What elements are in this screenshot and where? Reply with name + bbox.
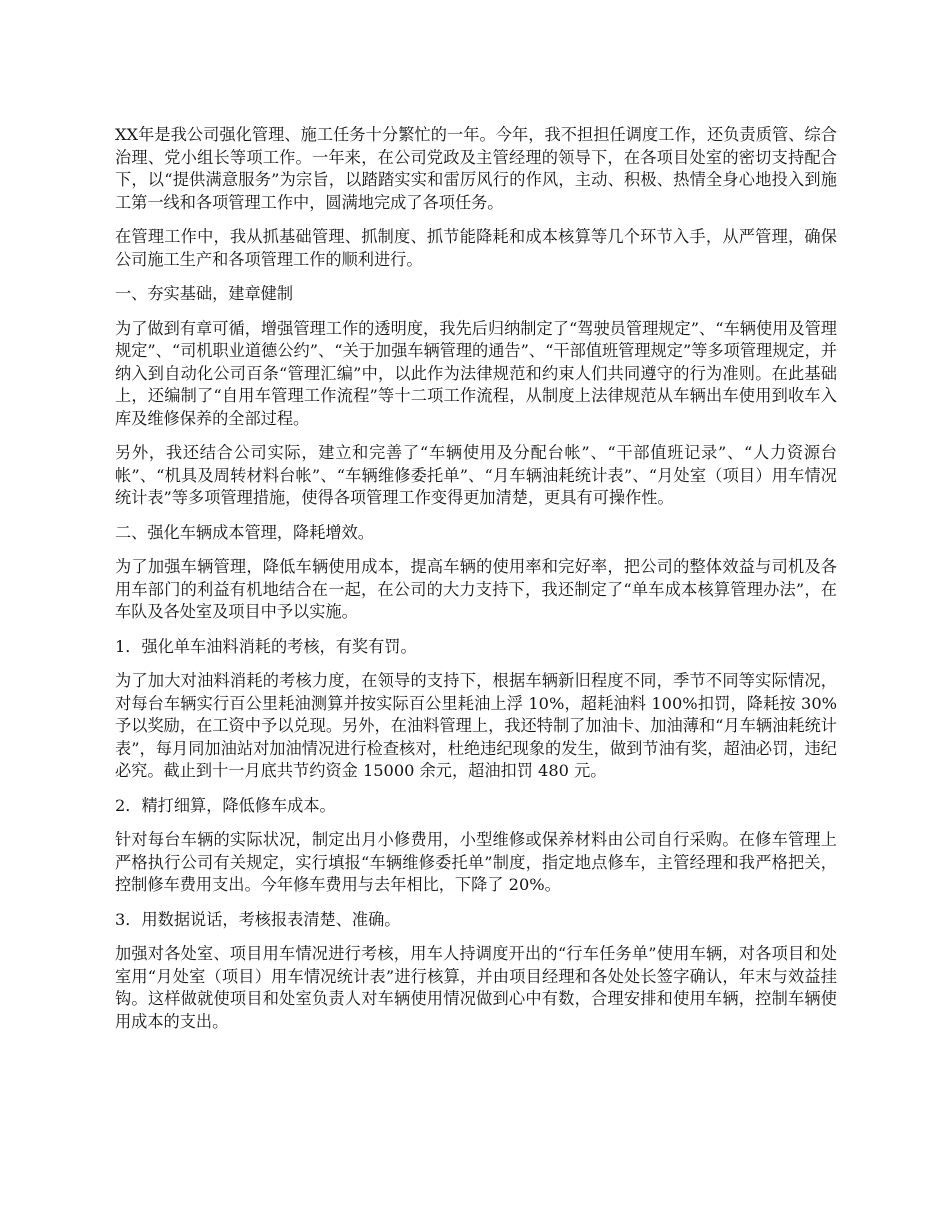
paragraph-repair-cost: 针对每台车辆的实际状况，制定出月小修费用，小型维修或保养材料由公司自行采购。在修车管理上严格执行公司有关规定，实行填报“车辆维修委托单”制度，指定地点修车，主管经理和我严格把关，控制修车费用支出。今年修车费用与去年相比，下降了 20%。	[115, 830, 837, 894]
subsection-heading-3: 3．用数据说话，考核报表清楚、准确。	[115, 909, 401, 929]
section-heading-1: 一、夯实基础，建章健制	[115, 284, 294, 303]
subsection-heading-2: 2．精打细算，降低修车成本。	[115, 795, 336, 815]
subsection-heading-1: 1．强化单车油料消耗的考核，有奖有罚。	[115, 636, 417, 656]
paragraph-regulations: 为了做到有章可循，增强管理工作的透明度，我先后归纳制定了“驾驶员管理规定”、“车辆使用及管理规定”、“司机职业道德公约”、“关于加强车辆管理的通告”、“干部值班管理规定”等多项管理规定，并纳入到自动化公司百条“管理汇编”中，以此作为法律规范和约束人们共同遵守的行为准则。在此基础上，还编制了“自用车管理工作流程”等十二项工作流程，从制度上法律规范从车辆出车使用到收车入库及维修保养的全部过程。	[115, 318, 837, 428]
paragraph-fuel-assessment: 为了加大对油料消耗的考核力度，在领导的支持下，根据车辆新旧程度不同，季节不同等实际情况，对每台车辆实行百公里耗油测算并按实际百公里耗油上浮 10%，超耗油料 100%扣罚，降耗按 30%予以奖励，在工资中予以兑现。另外，在油料管理上，我还特制了加油卡、加油薄和“月车辆油耗统计表”，每月同加油站对加油情况进行检查核对，杜绝违纪现象的发生，做到节油有奖，超油必罚，违纪必究。截止到十一月底共节约资金 15000 余元，超油扣罚 480 元。	[115, 671, 837, 780]
paragraph-ledgers: 另外，我还结合公司实际，建立和完善了“车辆使用及分配台帐”、“干部值班记录”、“人力资源台帐”、“机具及周转材料台帐”、“车辆维修委托单”、“月车辆油耗统计表”、“月处室（项目）用车情况统计表”等多项管理措施，使得各项管理工作变得更加清楚，更具有可操作性。	[115, 443, 837, 507]
paragraph-usage-reports: 加强对各处室、项目用车情况进行考核，用车人持调度开出的“行车任务单”使用车辆，对各项目和处室用“月处室（项目）用车情况统计表”进行核算，并由项目经理和各处处长签字确认，年末与效益挂钩。这样做就使项目和处室负责人对车辆使用情况做到心中有数，合理安排和使用车辆，控制车辆使用成本的支出。	[115, 944, 837, 1031]
paragraph-management-approach: 在管理工作中，我从抓基础管理、抓制度、抓节能降耗和成本核算等几个环节入手，从严管理，确保公司施工生产和各项管理工作的顺利进行。	[115, 227, 837, 269]
document-body	[115, 124, 837, 1045]
paragraph-cost-management: 为了加强车辆管理，降低车辆使用成本，提高车辆的使用率和完好率，把公司的整体效益与司机及各用车部门的利益有机地结合在一起，在公司的大力支持下，我还制定了“单车成本核算管理办法”，在车队及各处室及项目中予以实施。	[115, 557, 837, 621]
section-heading-2: 二、强化车辆成本管理，降耗增效。	[115, 522, 374, 542]
paragraph-intro: XX年是我公司强化管理、施工任务十分繁忙的一年。今年，我不担担任调度工作，还负责质管、综合治理、党小组长等项工作。一年来，在公司党政及主管经理的领导下，在各项目处室的密切支持配合下，以“提供满意服务”为宗旨，以踏踏实实和雷厉风行的作风，主动、积极、热情全身心地投入到施工第一线和各项管理工作中，圆满地完成了各项任务。	[115, 125, 837, 212]
